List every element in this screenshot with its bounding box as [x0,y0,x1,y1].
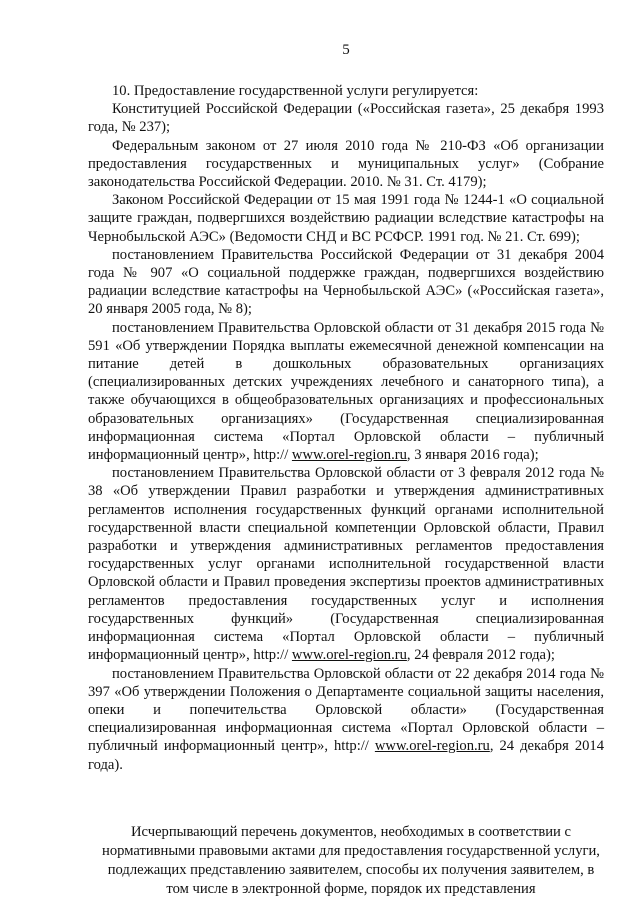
paragraph-intro: 10. Предоставление государственной услуги регулируется: [112,83,479,99]
portal-link[interactable]: www.orel-region.ru [291,447,407,464]
paragraph-text: , 24 февраля 2012 года); [406,647,555,664]
section-heading [88,823,604,899]
paragraph-text: постановлением Правительства Орловской области от 22 декабря 2014 года № 397 «Об утверждении Положения о Департаменте социальной защиты населения, опеки и попечительства Орловской области» (Государственная специализированная информационная система «Портал Орловской области – публичный информационный центр», http:// [88,665,604,755]
heading-line: том числе в электронной форме, порядок их представления [166,880,536,897]
paragraph-text: , 3 января 2016 года); [406,447,539,464]
paragraph-text: постановлением Правительства Орловской области от 3 февраля 2012 года № 38 «Об утверждении Правил разработки и утверждения административных регламентов исполнения государственных функций органами исполнительной государственной власти специальной компетенции Орловской области, Правил разработки и утверждения административных регламентов предоставления государственных услуг органами исполнительной государственной власти Орловской области и Правил проведения экспертизы проектов административных регламентов предоставления государственных услуг и исполнения государственных функций» (Государственная специализированная информационная система «Портал Орловской области – публичный информационный центр», http:// [88,465,604,664]
portal-link[interactable]: www.orel-region.ru [374,738,490,755]
paragraph-orel-resolution-591 [88,319,604,465]
page-number: 5 [342,42,350,58]
heading-line: подлежащих представлению заявителем, способы их получения заявителем, в [107,861,595,878]
paragraph-federal-law: Федеральным законом от 27 июля 2010 года № 210-ФЗ «Об организации предоставления государственных и муниципальных услуг» (Собрание законодательства Российской Федерации. 2010. № 31. Ст. 4179); [88,137,604,191]
paragraph-rf-government-resolution: постановлением Правительства Российской Федерации от 31 декабря 2004 года № 907 «О социальной поддержке граждан, подвергшихся воздействию радиации вследствие катастрофы на Чернобыльской АЭС» («Российская газета», 20 января 2005 года, № 8); [88,246,604,318]
legal-basis-section [88,82,604,774]
portal-link[interactable]: www.orel-region.ru [291,647,407,664]
paragraph-orel-resolution-38 [88,464,604,664]
paragraph-text: постановлением Правительства Орловской области от 31 декабря 2015 года № 591 «Об утверждении Порядка выплаты ежемесячной денежной компенсации на питание детей в дошкольных образовательных организациях (специализированных детских учреждениях лечебного и санаторного типа), а также обучающихся в общеобразовательных организациях и профессиональных образовательных организациях» (Государственная специализированная информационная система «Портал Орловской области – публичный информационный центр», http:// [88,319,604,464]
heading-line: Исчерпывающий перечень документов, необходимых в соответствии с [131,823,571,840]
heading-line: нормативными правовыми актами для предоставления государственной услуги, [102,842,600,859]
paragraph-rf-law: Законом Российской Федерации от 15 мая 1991 года № 1244-1 «О социальной защите граждан, подвергшихся воздействию радиации вследствие катастрофы на Чернобыльской АЭС» (Ведомости СНД и ВС РСФСР. 1991 год. № 21. Ст. 699); [88,192,604,245]
paragraph-constitution: Конституцией Российской Федерации («Российская газета», 25 декабря 1993 года, № 237); [88,101,604,136]
paragraph-text: , 24 декабря 2014 года). [88,738,605,773]
paragraph-orel-resolution-397 [88,665,604,774]
